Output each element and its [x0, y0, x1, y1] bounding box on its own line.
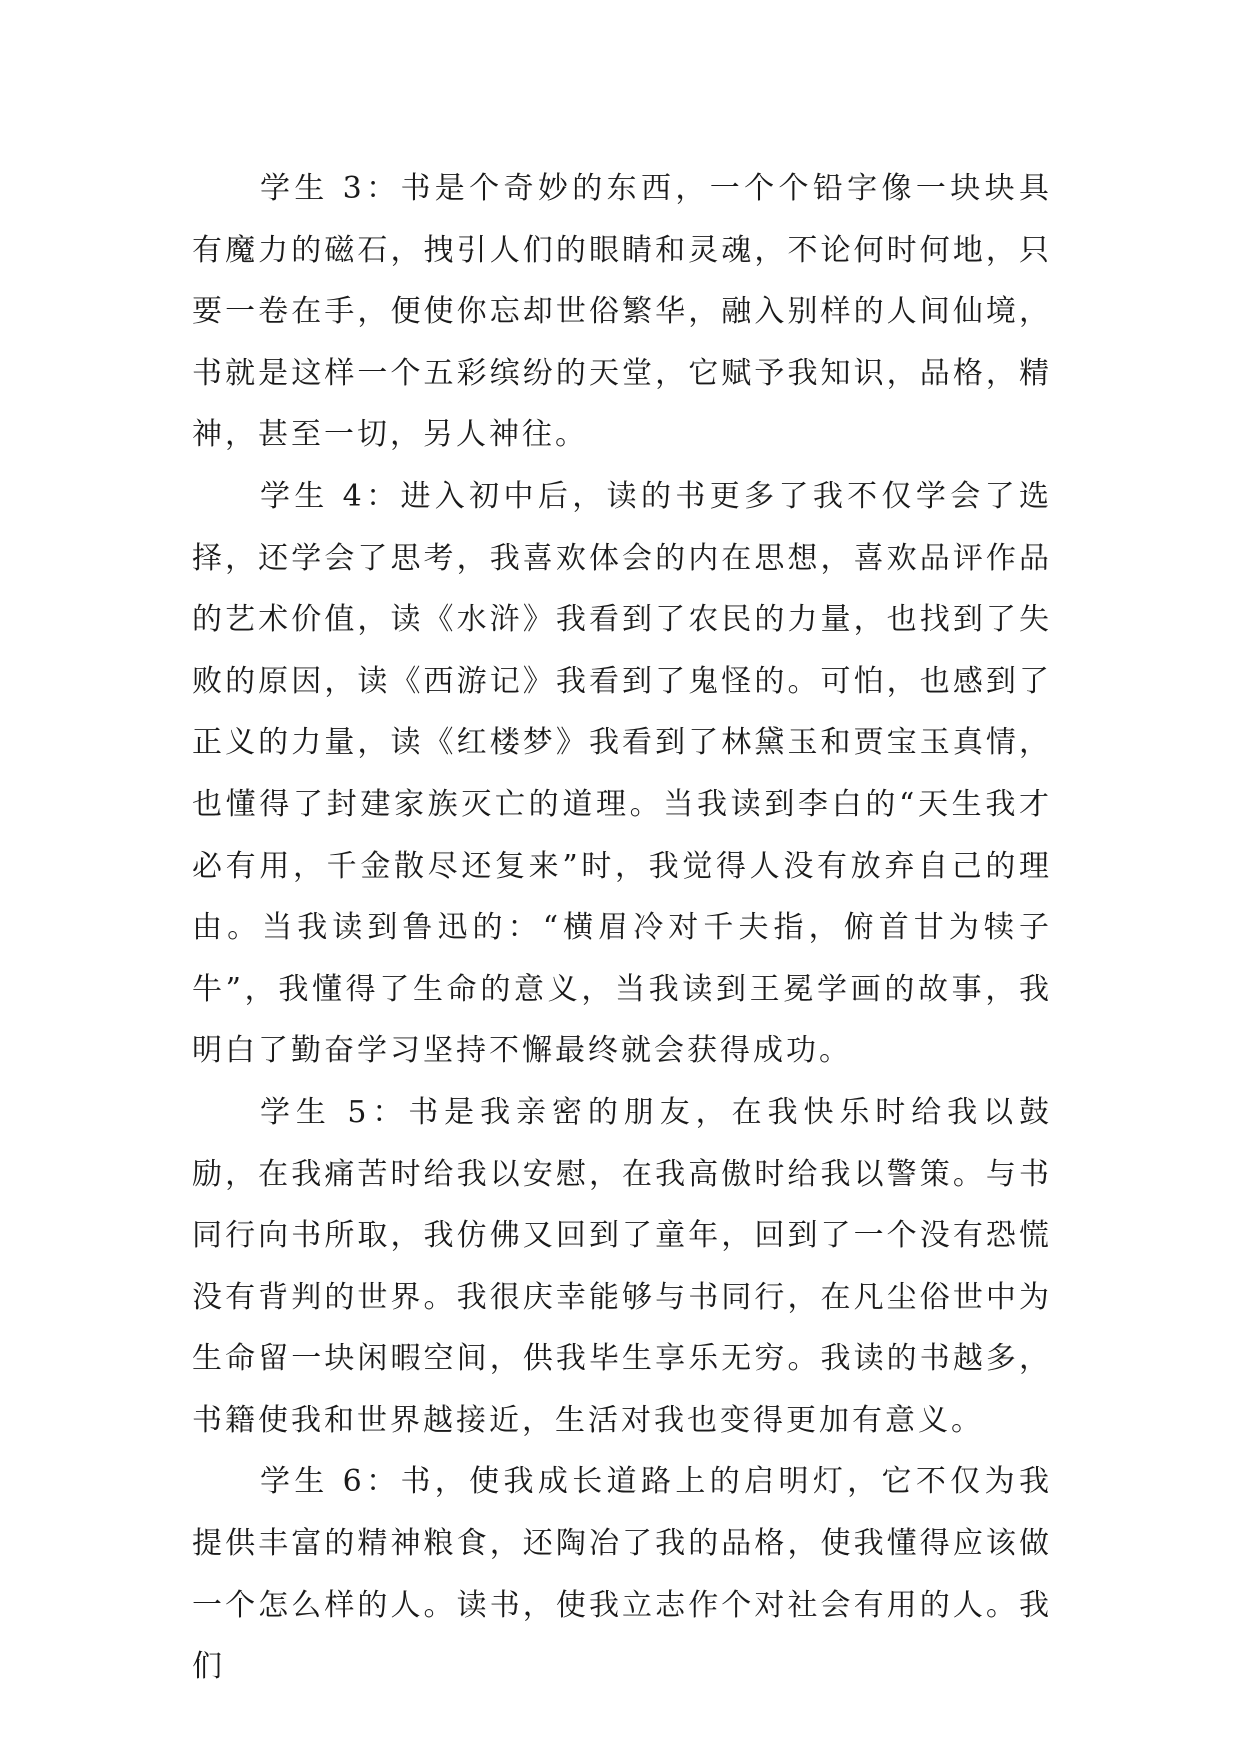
paragraph-student-4: 学生 4：进入初中后，读的书更多了我不仅学会了选择，还学会了思考，我喜欢体会的内在思想，喜欢品评作品的艺术价值，读《水浒》我看到了农民的力量，也找到了失败的原因，读《西游记》我看到了鬼怪的。可怕，也感到了正义的力量，读《红楼梦》我看到了林黛玉和贾宝玉真情，也懂得了封建家族灭亡的道理。当我读到李白的“天生我才必有用，千金散尽还复来”时，我觉得人没有放弃自己的理由。当我读到鲁迅的：“横眉冷对千夫指，俯首甘为犊子牛”，我懂得了生命的意义，当我读到王冕学画的故事，我明白了勤奋学习坚持不懈最终就会获得成功。 — [192, 478, 1052, 1069]
paragraph-student-5: 学生 5：书是我亲密的朋友，在我快乐时给我以鼓励，在我痛苦时给我以安慰，在我高傲时给我以警策。与书同行向书所取，我仿佛又回到了童年，回到了一个没有恐慌没有背判的世界。我很庆幸能够与书同行，在凡尘俗世中为生命留一块闲暇空间，供我毕生享乐无穷。我读的书越多，书籍使我和世界越接近，生活对我也变得更加有意义。 — [192, 1094, 1052, 1438]
paragraph-student-6: 学生 6：书，使我成长道路上的启明灯，它不仅为我提供丰富的精神粮食，还陶冶了我的品格，使我懂得应该做一个怎么样的人。读书，使我立志作个对社会有用的人。我们 — [192, 1464, 1052, 1685]
paragraph-student-3: 学生 3：书是个奇妙的东西，一个个铅字像一块块具有魔力的磁石，拽引人们的眼睛和灵魂，不论何时何地，只要一卷在手，便使你忘却世俗繁华，融入别样的人间仙境，书就是这样一个五彩缤纷的天堂，它赋予我知识，品格，精神，甚至一切，另人神往。 — [192, 171, 1052, 453]
document-body — [192, 158, 1052, 1698]
